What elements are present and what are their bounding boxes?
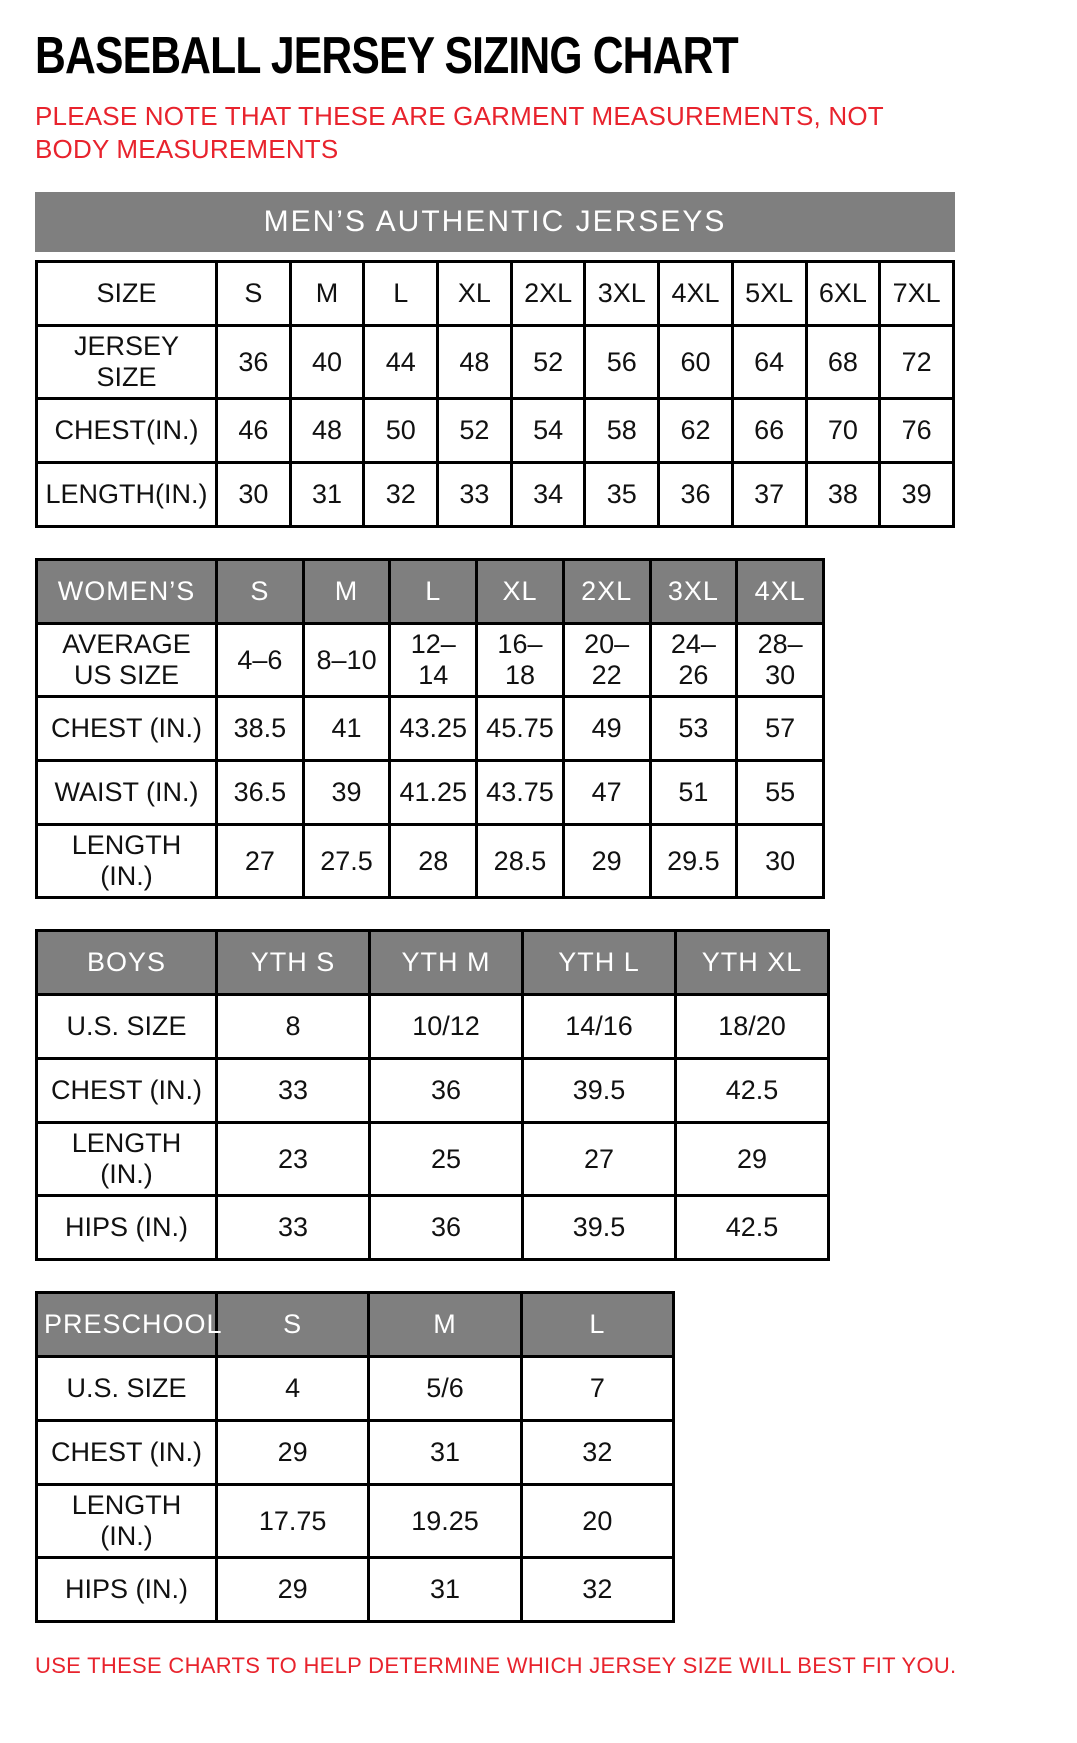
- value-cell: 41: [303, 697, 390, 761]
- row-label-cell: HIPS (IN.): [37, 1196, 217, 1260]
- value-cell: 37: [732, 463, 806, 527]
- row-label-cell: CHEST(IN.): [37, 399, 217, 463]
- row-label-cell: AVERAGE US SIZE: [37, 624, 217, 697]
- mens-section: [35, 192, 955, 528]
- table-row: [37, 761, 824, 825]
- value-cell: 48: [290, 399, 364, 463]
- column-header-cell: YTH XL: [676, 931, 829, 995]
- value-cell: 76: [880, 399, 954, 463]
- value-cell: 45.75: [477, 697, 564, 761]
- value-cell: 16–18: [477, 624, 564, 697]
- row-label-cell: U.S. SIZE: [37, 1357, 217, 1421]
- column-header-cell: YTH L: [523, 931, 676, 995]
- value-cell: 50: [364, 399, 438, 463]
- row-label-cell: U.S. SIZE: [37, 995, 217, 1059]
- value-cell: 49: [563, 697, 650, 761]
- value-cell: 31: [369, 1558, 521, 1622]
- value-cell: 55: [737, 761, 824, 825]
- column-header-cell: M: [303, 560, 390, 624]
- table-row: [37, 326, 954, 399]
- value-cell: 33: [438, 463, 512, 527]
- value-cell: 66: [732, 399, 806, 463]
- value-cell: 18/20: [676, 995, 829, 1059]
- row-label-cell: LENGTH (IN.): [37, 1123, 217, 1196]
- value-cell: 42.5: [676, 1196, 829, 1260]
- table-row: [37, 1059, 829, 1123]
- table-row: [37, 1123, 829, 1196]
- value-cell: XL: [438, 262, 512, 326]
- value-cell: 31: [290, 463, 364, 527]
- value-cell: 34: [511, 463, 585, 527]
- value-cell: 7: [521, 1357, 673, 1421]
- value-cell: 29.5: [650, 825, 737, 898]
- table-row: [37, 399, 954, 463]
- value-cell: 36: [217, 326, 291, 399]
- value-cell: 28.5: [477, 825, 564, 898]
- row-label-cell: JERSEY SIZE: [37, 326, 217, 399]
- value-cell: S: [217, 262, 291, 326]
- row-label-cell: CHEST (IN.): [37, 1059, 217, 1123]
- value-cell: 56: [585, 326, 659, 399]
- value-cell: 64: [732, 326, 806, 399]
- table-row: [37, 1196, 829, 1260]
- column-header-cell: 2XL: [563, 560, 650, 624]
- womens-section: [35, 558, 825, 899]
- value-cell: M: [290, 262, 364, 326]
- value-cell: 30: [217, 463, 291, 527]
- value-cell: 4: [217, 1357, 369, 1421]
- value-cell: 5/6: [369, 1357, 521, 1421]
- value-cell: 36: [370, 1196, 523, 1260]
- value-cell: 12–14: [390, 624, 477, 697]
- value-cell: 10/12: [370, 995, 523, 1059]
- row-label-cell: SIZE: [37, 262, 217, 326]
- value-cell: 39.5: [523, 1196, 676, 1260]
- column-header-cell: YTH S: [217, 931, 370, 995]
- value-cell: 25: [370, 1123, 523, 1196]
- row-label-cell: LENGTH (IN.): [37, 1485, 217, 1558]
- table-row: [37, 1357, 674, 1421]
- boys-section: [35, 929, 830, 1261]
- value-cell: 35: [585, 463, 659, 527]
- footer-note: USE THESE CHARTS TO HELP DETERMINE WHICH JERSEY SIZE WILL BEST FIT YOU.: [35, 1653, 957, 1679]
- column-header-cell: XL: [477, 560, 564, 624]
- value-cell: 62: [659, 399, 733, 463]
- value-cell: 32: [364, 463, 438, 527]
- womens-sizing-table: [35, 558, 825, 899]
- boys-sizing-table: [35, 929, 830, 1261]
- value-cell: 47: [563, 761, 650, 825]
- value-cell: 54: [511, 399, 585, 463]
- value-cell: 57: [737, 697, 824, 761]
- preschool-sizing-table: [35, 1291, 675, 1623]
- column-header-cell: PRESCHOOL: [37, 1293, 217, 1357]
- value-cell: 44: [364, 326, 438, 399]
- value-cell: 14/16: [523, 995, 676, 1059]
- value-cell: 52: [511, 326, 585, 399]
- value-cell: 29: [676, 1123, 829, 1196]
- value-cell: 31: [369, 1421, 521, 1485]
- value-cell: 27: [217, 825, 304, 898]
- table-row: [37, 624, 824, 697]
- sizing-chart-page: [35, 26, 1047, 1679]
- value-cell: 33: [217, 1059, 370, 1123]
- value-cell: 33: [217, 1196, 370, 1260]
- value-cell: 38: [806, 463, 880, 527]
- value-cell: 6XL: [806, 262, 880, 326]
- table-row: [37, 1558, 674, 1622]
- value-cell: 29: [563, 825, 650, 898]
- value-cell: 36.5: [217, 761, 304, 825]
- column-header-cell: L: [390, 560, 477, 624]
- column-header-cell: S: [217, 560, 304, 624]
- value-cell: 4XL: [659, 262, 733, 326]
- row-label-cell: LENGTH(IN.): [37, 463, 217, 527]
- value-cell: 30: [737, 825, 824, 898]
- value-cell: 46: [217, 399, 291, 463]
- value-cell: 27: [523, 1123, 676, 1196]
- value-cell: 28–30: [737, 624, 824, 697]
- value-cell: 72: [880, 326, 954, 399]
- value-cell: 28: [390, 825, 477, 898]
- table-row: [37, 1421, 674, 1485]
- table-row: [37, 697, 824, 761]
- column-header-cell: 4XL: [737, 560, 824, 624]
- column-header-cell: WOMEN’S: [37, 560, 217, 624]
- table-row: [37, 1485, 674, 1558]
- preschool-section: [35, 1291, 675, 1623]
- mens-sizing-table: [35, 260, 955, 528]
- table-header-row: [37, 1293, 674, 1357]
- value-cell: 53: [650, 697, 737, 761]
- value-cell: 3XL: [585, 262, 659, 326]
- value-cell: 32: [521, 1558, 673, 1622]
- page-title: BASEBALL JERSEY SIZING CHART: [35, 27, 738, 85]
- value-cell: 52: [438, 399, 512, 463]
- value-cell: 70: [806, 399, 880, 463]
- value-cell: 19.25: [369, 1485, 521, 1558]
- value-cell: 4–6: [217, 624, 304, 697]
- column-header-cell: YTH M: [370, 931, 523, 995]
- value-cell: 39.5: [523, 1059, 676, 1123]
- column-header-cell: BOYS: [37, 931, 217, 995]
- value-cell: 43.75: [477, 761, 564, 825]
- value-cell: 5XL: [732, 262, 806, 326]
- row-label-cell: HIPS (IN.): [37, 1558, 217, 1622]
- value-cell: 51: [650, 761, 737, 825]
- table-row: [37, 995, 829, 1059]
- value-cell: L: [364, 262, 438, 326]
- column-header-cell: S: [217, 1293, 369, 1357]
- table-row: [37, 463, 954, 527]
- value-cell: 36: [659, 463, 733, 527]
- value-cell: 42.5: [676, 1059, 829, 1123]
- column-header-cell: L: [521, 1293, 673, 1357]
- value-cell: 32: [521, 1421, 673, 1485]
- value-cell: 8: [217, 995, 370, 1059]
- value-cell: 48: [438, 326, 512, 399]
- row-label-cell: LENGTH (IN.): [37, 825, 217, 898]
- value-cell: 23: [217, 1123, 370, 1196]
- value-cell: 8–10: [303, 624, 390, 697]
- mens-table-banner: MEN’S AUTHENTIC JERSEYS: [35, 192, 955, 252]
- value-cell: 24–26: [650, 624, 737, 697]
- value-cell: 60: [659, 326, 733, 399]
- value-cell: 29: [217, 1421, 369, 1485]
- value-cell: 20: [521, 1485, 673, 1558]
- value-cell: 39: [303, 761, 390, 825]
- row-label-cell: WAIST (IN.): [37, 761, 217, 825]
- table-row: [37, 262, 954, 326]
- table-header-row: [37, 560, 824, 624]
- row-label-cell: CHEST (IN.): [37, 1421, 217, 1485]
- value-cell: 7XL: [880, 262, 954, 326]
- value-cell: 27.5: [303, 825, 390, 898]
- value-cell: 43.25: [390, 697, 477, 761]
- column-header-cell: 3XL: [650, 560, 737, 624]
- value-cell: 41.25: [390, 761, 477, 825]
- value-cell: 68: [806, 326, 880, 399]
- table-header-row: [37, 931, 829, 995]
- value-cell: 17.75: [217, 1485, 369, 1558]
- value-cell: 29: [217, 1558, 369, 1622]
- value-cell: 58: [585, 399, 659, 463]
- value-cell: 2XL: [511, 262, 585, 326]
- value-cell: 38.5: [217, 697, 304, 761]
- value-cell: 20–22: [563, 624, 650, 697]
- column-header-cell: M: [369, 1293, 521, 1357]
- value-cell: 39: [880, 463, 954, 527]
- table-row: [37, 825, 824, 898]
- row-label-cell: CHEST (IN.): [37, 697, 217, 761]
- value-cell: 40: [290, 326, 364, 399]
- measurement-note: PLEASE NOTE THAT THESE ARE GARMENT MEASUREMENTS, NOT BODY MEASUREMENTS: [35, 101, 884, 165]
- value-cell: 36: [370, 1059, 523, 1123]
